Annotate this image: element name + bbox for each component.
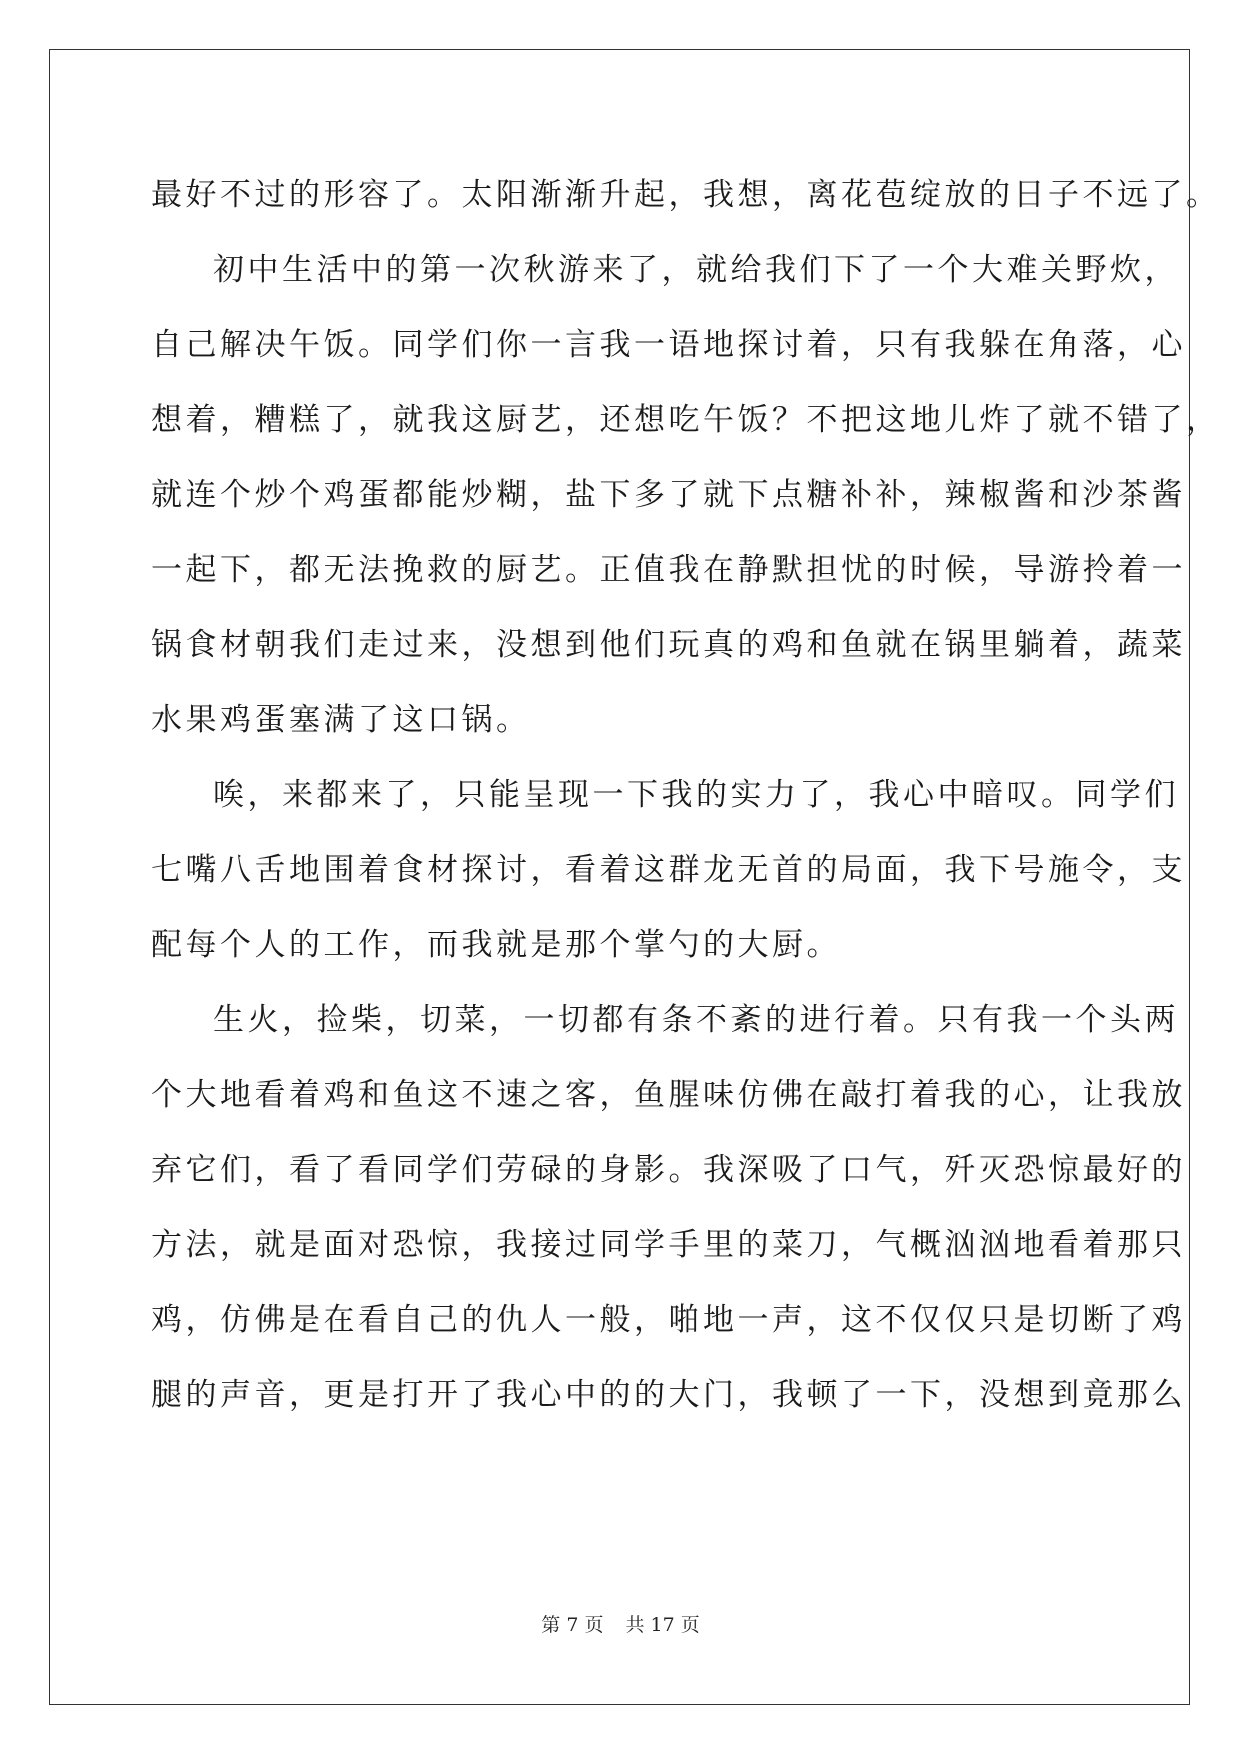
text-line: 弃它们，看了看同学们劳碌的身影。我深吸了口气，歼灭恐惊最好的 — [151, 1152, 1186, 1188]
text-line: 个大地看着鸡和鱼这不速之客，鱼腥味仿佛在敲打着我的心，让我放 — [151, 1077, 1186, 1113]
text-line: 配每个人的工作，而我就是那个掌勺的大厨。 — [151, 927, 841, 963]
text-line: 生火，捡柴，切菜，一切都有条不紊的进行着。只有我一个头两 — [213, 1002, 1179, 1038]
text-line: 就连个炒个鸡蛋都能炒糊，盐下多了就下点糖补补，辣椒酱和沙茶酱 — [151, 477, 1186, 513]
text-line: 水果鸡蛋塞满了这口锅。 — [151, 702, 531, 738]
document-body — [151, 158, 1221, 1433]
text-line: 腿的声音，更是打开了我心中的的大门，我顿了一下，没想到竟那么 — [151, 1377, 1186, 1413]
text-line: 唉，来都来了，只能呈现一下我的实力了，我心中暗叹。同学们 — [213, 777, 1179, 813]
text-line: 一起下，都无法挽救的厨艺。正值我在静默担忧的时候，导游拎着一 — [151, 552, 1186, 588]
text-line: 自己解决午饭。同学们你一言我一语地探讨着，只有我躲在角落，心 — [151, 327, 1186, 363]
text-line: 方法，就是面对恐惊，我接过同学手里的菜刀，气概汹汹地看着那只 — [151, 1227, 1186, 1263]
page-total: 共 17 页 — [625, 1614, 700, 1636]
page-footer — [0, 1610, 1241, 1637]
text-line: 最好不过的形容了。太阳渐渐升起，我想，离花苞绽放的日子不远了。 — [151, 177, 1221, 213]
text-line: 初中生活中的第一次秋游来了，就给我们下了一个大难关野炊， — [213, 252, 1179, 288]
text-line: 七嘴八舌地围着食材探讨，看着这群龙无首的局面，我下号施令，支 — [151, 852, 1186, 888]
text-line: 锅食材朝我们走过来，没想到他们玩真的鸡和鱼就在锅里躺着，蔬菜 — [151, 627, 1186, 663]
text-line: 想着，糟糕了，就我这厨艺，还想吃午饭？不把这地儿炸了就不错了， — [151, 402, 1221, 438]
text-line: 鸡，仿佛是在看自己的仇人一般，啪地一声，这不仅仅只是切断了鸡 — [151, 1302, 1186, 1338]
page-number: 第 7 页 — [541, 1614, 604, 1636]
